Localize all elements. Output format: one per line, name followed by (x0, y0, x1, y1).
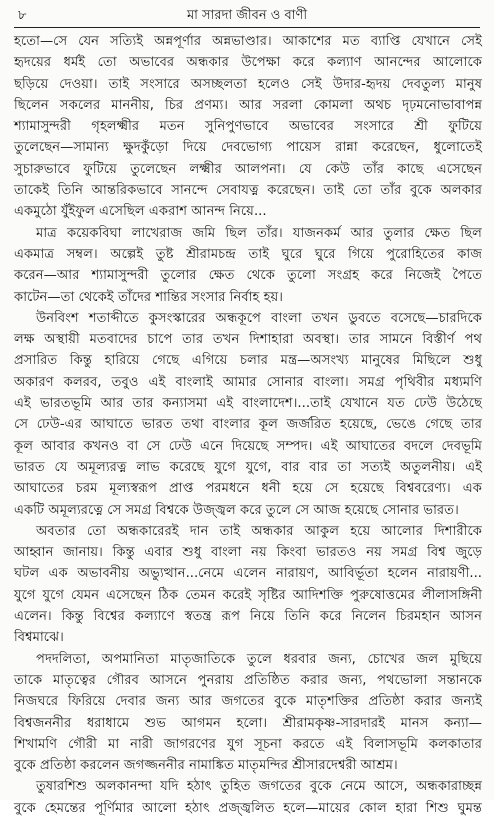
text-line: ছড়িয়ে দেওয়া। তাই সংসারে অসচ্ছলতা হলেও সেই উদার-হৃদয় দেবতুল্য মানুষ (14, 76, 482, 92)
text-line: লক্ষ অস্থায়ী মতবাদের চাপে তার তখন দিশাহারা অবস্থা। তার সামনে বিস্তীর্ণ পথ (14, 332, 482, 348)
text-line: বুকে প্রতিষ্ঠা করলেন জগজ্জননীর নামাঙ্কিত মাতৃমন্দির শ্রীসারদেশ্বরী আশ্রম। (14, 758, 398, 774)
text-line: একমাত্র সম্বল। অল্পেই তুষ্ট শ্রীরামচন্দ্র তাই ঘুরে ঘুরে গিয়ে পুরোহিতের কাজ (14, 246, 482, 262)
text-line: অবতার তো অন্ধকারেরই দান তাই অন্ধকার আকুল হয়ে আলোর দিশারীকে (36, 523, 482, 539)
text-line: ছিলেন সকলের মাননীয়, চির প্রণম্য। আর সরলা কোমলা অথচ দৃঢ়মনোভাবাপন্ন (14, 97, 482, 113)
text-line: কাটেন—তা থেকেই তাঁদের শান্তির সংসার নির্বাহ হয়। (14, 289, 284, 305)
text-line: মাত্র কয়েকবিঘা লাখেরাজ জমি ছিল তাঁর। যাজনকর্ম আর তুলার ক্ষেত ছিল (36, 225, 482, 241)
text-line: তাকে মাতৃত্বের গৌরব আসনে পুনরায় প্রতিষ্ঠিত করার জন্য, পথভোলা সন্তানকে (14, 672, 482, 688)
text-line: আহ্বান জানায়। কিন্তু এবার শুধু বাংলা নয় কিংবা ভারতও নয় সমগ্র বিশ্ব জুড়ে (14, 545, 482, 561)
running-title: মা সারদা জীবন ও বাণী (186, 8, 308, 23)
text-line: প্রসারিত কিন্তু হারিয়ে গেছে এগিয়ে চলার মন্ত্র—অসংখ্য মানুষের মিছিলে শুধু (14, 353, 482, 369)
text-line: ভারত যে অমূল্যরত্ন লাভ করেছে যুগে যুগে, বার বার তা সত্যই অতুলনীয়। এই (14, 459, 482, 475)
text-line: শ্যামাসুন্দরী গৃহলক্ষ্মীর মতন সুনিপুণভাবে অভাবের সংসারে শ্রী ফুটিয়ে (14, 119, 482, 135)
text-line: তুলেছেন—সামান্য ক্ষুদকুঁড়ো দিয়ে দেবভোগ্য পায়েস রান্না করেছেন, ধুলোতেই (14, 140, 482, 156)
text-line: কূল আবার কখনও বা সে ঢেউ এনে দিয়েছে সম্পদ। এই আঘাতের বদলে দেবভূমি (14, 438, 482, 454)
text-line: উনবিংশ শতাব্দীতে কুসংস্কারের অন্ধকূপে বাংলা তখন ডুবতে বসেছে—চারদিকে (36, 310, 482, 326)
text-line: সে ঢেউ-এর আঘাতে ভারত তথা বাংলার কূল জর্জরিত হয়েছে, ভেঙে গেছে তার (14, 417, 482, 433)
text-line: করেন—আর শ্যামাসুন্দরী তুলোর ক্ষেত থেকে তুলো সংগ্রহ করে নিজেই পৈতে (14, 268, 482, 284)
text-line: এই ভারতভূমি আর তার কন্যাসমা এই বাংলাদেশ।...তাই যেখানে যত ঢেউ উঠেছে (14, 396, 482, 412)
text-line: হতো—সে যেন সত্যিই অন্নপূর্ণার অন্নভাণ্ডার। আকাশের মত ব্যাপ্তি যেখানে সেই (14, 34, 482, 49)
page-header (14, 4, 480, 26)
text-line: যুগে যুগে যেমন এসেছেন ঠিক তেমন করেই সৃষ্টির আদিশক্তি পুরুষোত্তমের লীলাসঙ্গিনী (14, 587, 482, 603)
body-text (14, 31, 482, 816)
text-line: তুষারশিশু অলকানন্দা যদি হঠাৎ তুহিত জগতের বুকে নেমে আসে, অন্ধকারাচ্ছন্ন (36, 779, 482, 795)
text-line: সুচারুভাবে ফুটিয়ে তুলেছেন লক্ষ্মীর আলপনা। যে কেউ তাঁর কাছে এসেছেন (14, 161, 482, 177)
text-line: হৃদয়ের ধর্মই তো অভাবের অন্ধকার উপেক্ষা করে কল্যাণ আনন্দের আলোকে (14, 55, 482, 71)
text-line: শিখামণি গৌরী মা নারী জাগরণের যুগ সূচনা করতে এই বিলাসভূমি কলকাতার (14, 736, 482, 752)
text-line: নিজঘরে ফিরিয়ে দেবার জন্য আর জগতের বুকে মাতৃশক্তির প্রতিষ্ঠা করার জন্যই (14, 694, 482, 710)
header-rule (14, 27, 480, 28)
text-line: বিশ্বজননীর ধরাধামে শুভ আগমন হলো। শ্রীরামকৃষ্ণ-সারদারই মানস কন্যা— (14, 715, 482, 731)
text-line: বিশ্বমাঝে। (14, 630, 64, 646)
text-line: ঘটল এক অভাবনীয় অভ্যুত্থান...নেমে এলেন নারায়ণ, আবির্ভূতা হলেন নারায়ণী... (14, 566, 482, 582)
text-line: একমুঠো যুঁইফুল এসেছিল একরাশ আনন্দ নিয়ে... (14, 204, 267, 220)
text-line: এলেন। কিন্তু বিশ্বের কল্যাণে স্বতন্ত্র রূপ নিয়ে তিনি করে নিলেন চিরমহান আসন (14, 609, 482, 625)
text-line: পদদলিতা, অপমানিতা মাতৃজাতিকে তুলে ধরবার জন্য, চোখের জল মুছিয়ে (36, 651, 482, 667)
text-line: তাকেই তিনি আন্তরিকভাবে সানন্দে সেবাযত্ন করেছেন। তাই তো তাঁর বুকে অলকার (14, 183, 482, 199)
text-line: অকারণ কলরব, তবুও এই বাংলাই আমার সোনার বাংলা। সমগ্র পৃথিবীর মধ্যমণি (14, 374, 482, 390)
text-line: বুকে হেমন্তের পূর্ণিমার আলো হঠাৎ প্রজ্জ্বলিত হলে—মায়ের কোল হারা শিশু ঘুমন্ত (14, 800, 482, 816)
text-line: আঘাতের চরম মূল্যস্বরূপ প্রাপ্ত পরমধনে ধনী হয়ে সে হয়েছে বিশ্ববরেণ্য। এক (14, 481, 482, 497)
text-line: একটি অমূল্যরত্নে সে সমগ্র বিশ্বকে উজ্জ্বল করে তুলে সে আজ হয়েছে সোনার ভারত। (14, 502, 459, 518)
page-number: ৮ (18, 8, 27, 23)
